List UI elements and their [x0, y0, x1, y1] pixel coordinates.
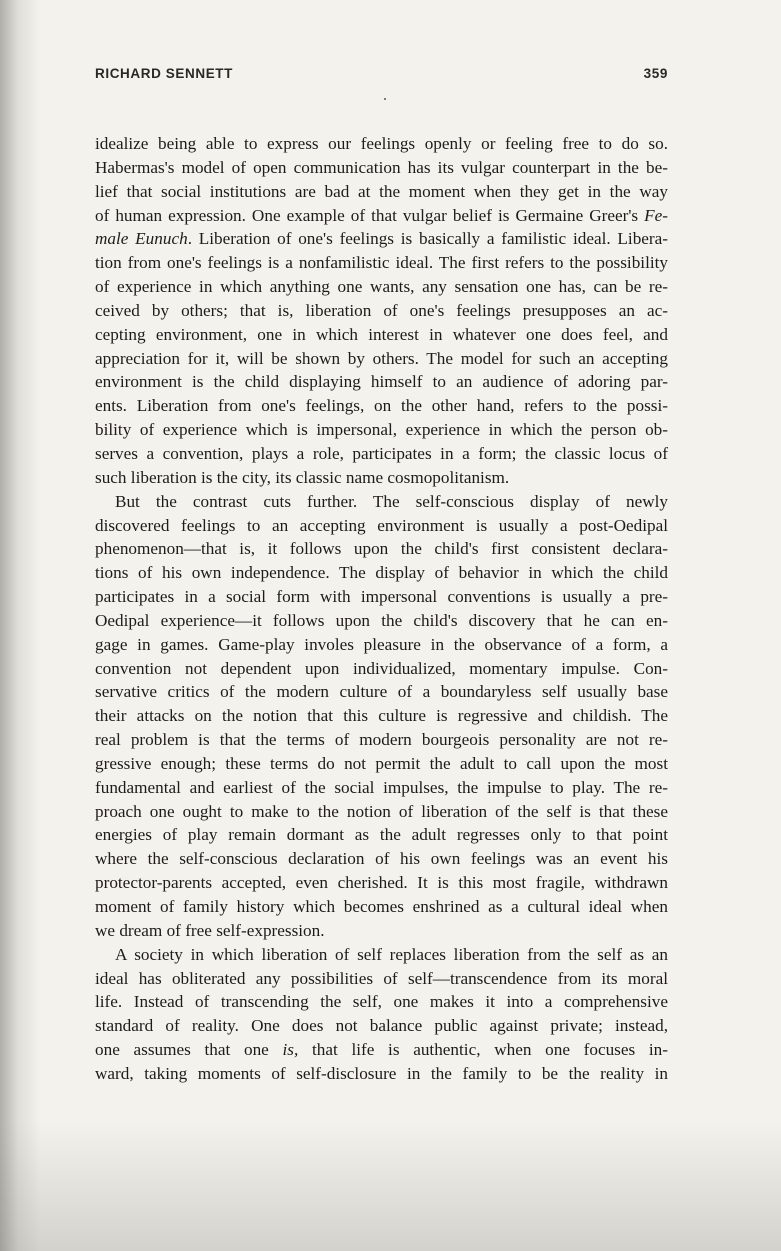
- text-segment: . Liberation of one's feelings is basically a familistic ideal. Libera-: [187, 229, 668, 249]
- text-line: [95, 871, 668, 895]
- text-line: [95, 990, 668, 1014]
- text-line: [95, 514, 668, 538]
- text-segment: of experience in which anything one wants, any sensation one has, can be re-: [95, 277, 668, 297]
- text-segment: where the self-conscious declaration of his own feelings was an event his: [95, 849, 668, 869]
- text-segment: that life is authentic, when one focuses in-: [298, 1040, 668, 1060]
- text-line: [95, 180, 668, 204]
- text-line: [95, 1062, 668, 1086]
- text-segment: ents. Liberation from one's feelings, on the other hand, refers to the possi-: [95, 396, 668, 416]
- text-line: [95, 442, 668, 466]
- text-segment: But the contrast cuts further. The self-conscious display of newly: [115, 491, 668, 511]
- text-line: [95, 609, 668, 633]
- text-line: [95, 1038, 668, 1062]
- text-line: [95, 752, 668, 776]
- text-segment: servative critics of the modern culture of a boundaryless self usually base: [95, 682, 668, 702]
- text-line: [95, 728, 668, 752]
- text-segment: such liberation is the city, its classic name cosmopolitanism.: [95, 467, 510, 487]
- running-head: [95, 66, 668, 86]
- text-segment: ward, taking moments of self-disclosure in the family to be the reality in: [95, 1063, 668, 1083]
- text-line: [95, 251, 668, 275]
- text-line: [95, 466, 668, 490]
- text-segment: their attacks on the notion that this culture is regressive and childish. The: [95, 706, 668, 726]
- text-line: [95, 680, 668, 704]
- text-segment: gressive enough; these terms do not permit the adult to call upon the most: [95, 753, 668, 773]
- text-line: [95, 132, 668, 156]
- text-segment: of human expression. One example of that vulgar belief is Germaine Greer's: [95, 205, 645, 225]
- text-line: [95, 561, 668, 585]
- text-segment: moment of family history which becomes enshrined as a cultural ideal when: [95, 897, 668, 916]
- text-segment: environment is the child displaying himself to an audience of adoring par-: [95, 372, 668, 392]
- text-line: [95, 895, 668, 919]
- text-line: [95, 800, 668, 824]
- text-line: [95, 299, 668, 323]
- text-segment: lief that social institutions are bad at the moment when they get in the way: [95, 181, 668, 201]
- text-line: [95, 919, 668, 943]
- text-line: [95, 823, 668, 847]
- text-line: [95, 490, 668, 514]
- text-segment: cepting environment, one in which interest in whatever one does feel, and: [95, 324, 668, 344]
- text-segment: serves a convention, plays a role, participates in a form; the classic locus of: [95, 443, 668, 463]
- text-line: [95, 204, 668, 228]
- text-line: [95, 776, 668, 800]
- text-segment: real problem is that the terms of modern bourgeois personality are not re-: [95, 730, 668, 750]
- text-line: [95, 657, 668, 681]
- text-segment: participates in a social form with impersonal conventions is usually a pre-: [95, 587, 668, 607]
- text-line: [95, 943, 668, 967]
- text-segment: proach one ought to make to the notion of liberation of the self is that these: [95, 801, 668, 821]
- italic-text: male Eunuch: [95, 229, 188, 249]
- paragraph: [95, 943, 668, 1086]
- text-segment: phenomenon—that is, it follows upon the child's first consistent declara-: [95, 539, 668, 559]
- text-segment: one assumes that one: [95, 1040, 283, 1060]
- text-line: [95, 847, 668, 871]
- italic-text: Fe-: [644, 205, 668, 225]
- text-segment: we dream of free self-expression.: [95, 920, 325, 940]
- text-line: [95, 585, 668, 609]
- text-segment: ceived by others; that is, liberation of one's feelings presupposes an ac-: [95, 300, 668, 320]
- text-line: [95, 323, 668, 347]
- scan-speck: [384, 98, 386, 100]
- text-segment: A society in which liberation of self replaces liberation from the self as an: [115, 944, 668, 964]
- paragraph: [95, 132, 668, 490]
- text-line: [95, 704, 668, 728]
- paragraph: [95, 490, 668, 943]
- text-line: [95, 418, 668, 442]
- text-segment: energies of play remain dormant as the adult regresses only to that point: [95, 825, 668, 845]
- running-head-author: RICHARD SENNETT: [95, 66, 234, 81]
- text-line: [95, 156, 668, 180]
- text-line: [95, 227, 668, 251]
- text-line: [95, 537, 668, 561]
- text-line: [95, 275, 668, 299]
- text-line: [95, 1014, 668, 1038]
- text-segment: Habermas's model of open communication has its vulgar counterpart in the be-: [95, 157, 668, 177]
- text-segment: Oedipal experience—it follows upon the child's discovery that he can en-: [95, 610, 668, 630]
- text-line: [95, 633, 668, 657]
- text-segment: appreciation for it, will be shown by others. The model for such an accepting: [95, 348, 668, 368]
- text-segment: gage in games. Game-play involes pleasure in the observance of a form, a: [95, 634, 668, 654]
- body-text: [95, 132, 668, 1086]
- text-segment: tions of his own independence. The display of behavior in which the child: [95, 563, 668, 583]
- text-segment: discovered feelings to an accepting environment is usually a post-Oedipal: [95, 515, 668, 535]
- text-segment: tion from one's feelings is a nonfamilistic ideal. The first refers to the possibility: [95, 253, 668, 273]
- text-segment: convention not dependent upon individualized, momentary impulse. Con-: [95, 658, 668, 678]
- text-line: [95, 394, 668, 418]
- text-line: [95, 370, 668, 394]
- text-segment: standard of reality. One does not balance public against private; instead,: [95, 1016, 668, 1036]
- text-line: [95, 347, 668, 371]
- text-segment: fundamental and earliest of the social impulses, the impulse to play. The re-: [95, 777, 668, 797]
- text-segment: life. Instead of transcending the self, one makes it into a comprehensive: [95, 992, 668, 1012]
- italic-text: is,: [282, 1040, 299, 1060]
- text-segment: protector-parents accepted, even cherished. It is this most fragile, withdrawn: [95, 873, 668, 893]
- text-segment: idealize being able to express our feelings openly or feeling free to do so.: [95, 134, 668, 153]
- text-segment: bility of experience which is impersonal, experience in which the person ob-: [95, 420, 668, 440]
- page-number: 359: [643, 66, 668, 81]
- text-line: [95, 967, 668, 991]
- text-segment: ideal has obliterated any possibilities of self—transcendence from its moral: [95, 968, 668, 988]
